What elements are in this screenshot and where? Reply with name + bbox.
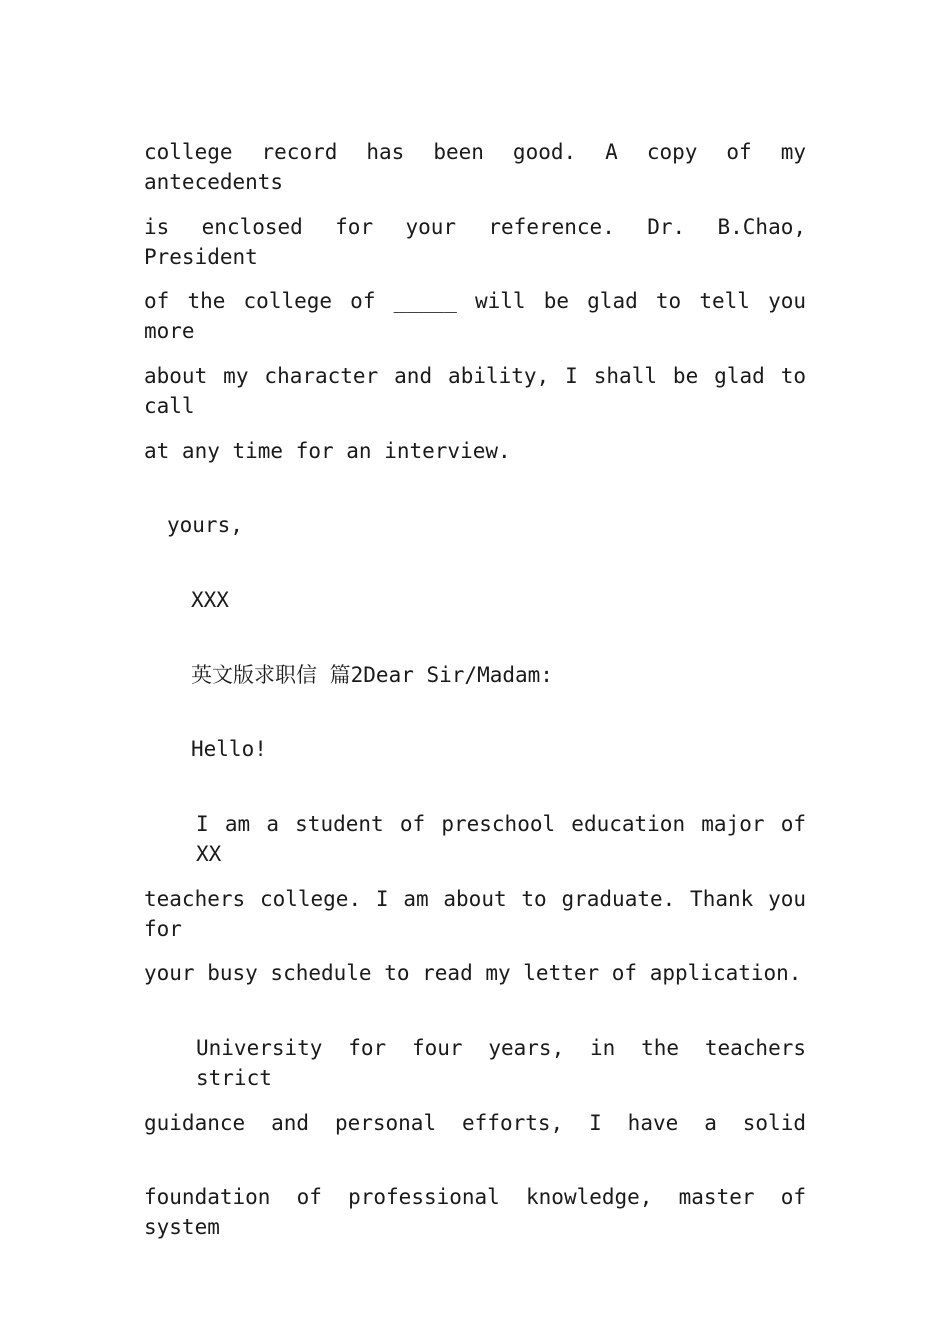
body-line: is enclosed for your reference. Dr. B.Chao, President xyxy=(144,215,806,269)
body-line: teachers college. I am about to graduate. Thank you for xyxy=(144,887,806,941)
body-line-last: your busy schedule to read my letter of application. xyxy=(144,961,802,985)
body-line: about my character and ability, I shall be glad to call xyxy=(144,364,806,418)
body-line: guidance and personal efforts, I have a solid xyxy=(144,1111,806,1135)
body-line: college record has been good. A copy of my antecedents xyxy=(144,140,806,194)
body-line-last: at any time for an interview. xyxy=(144,439,511,463)
letter-greeting: Hello! xyxy=(191,737,267,761)
paragraph-first-line: I am a student of preschool education major of XX xyxy=(196,812,806,866)
body-line: of the college of _____ will be glad to tell you more xyxy=(144,289,806,343)
body-line: foundation of professional knowledge, master of system xyxy=(144,1185,806,1239)
letter-signature: XXX xyxy=(191,588,229,612)
letter-closing: yours, xyxy=(167,513,243,537)
section-heading: 英文版求职信 篇2Dear Sir/Madam: xyxy=(191,663,553,687)
paragraph-first-line: University for four years, in the teachers strict xyxy=(196,1036,806,1090)
